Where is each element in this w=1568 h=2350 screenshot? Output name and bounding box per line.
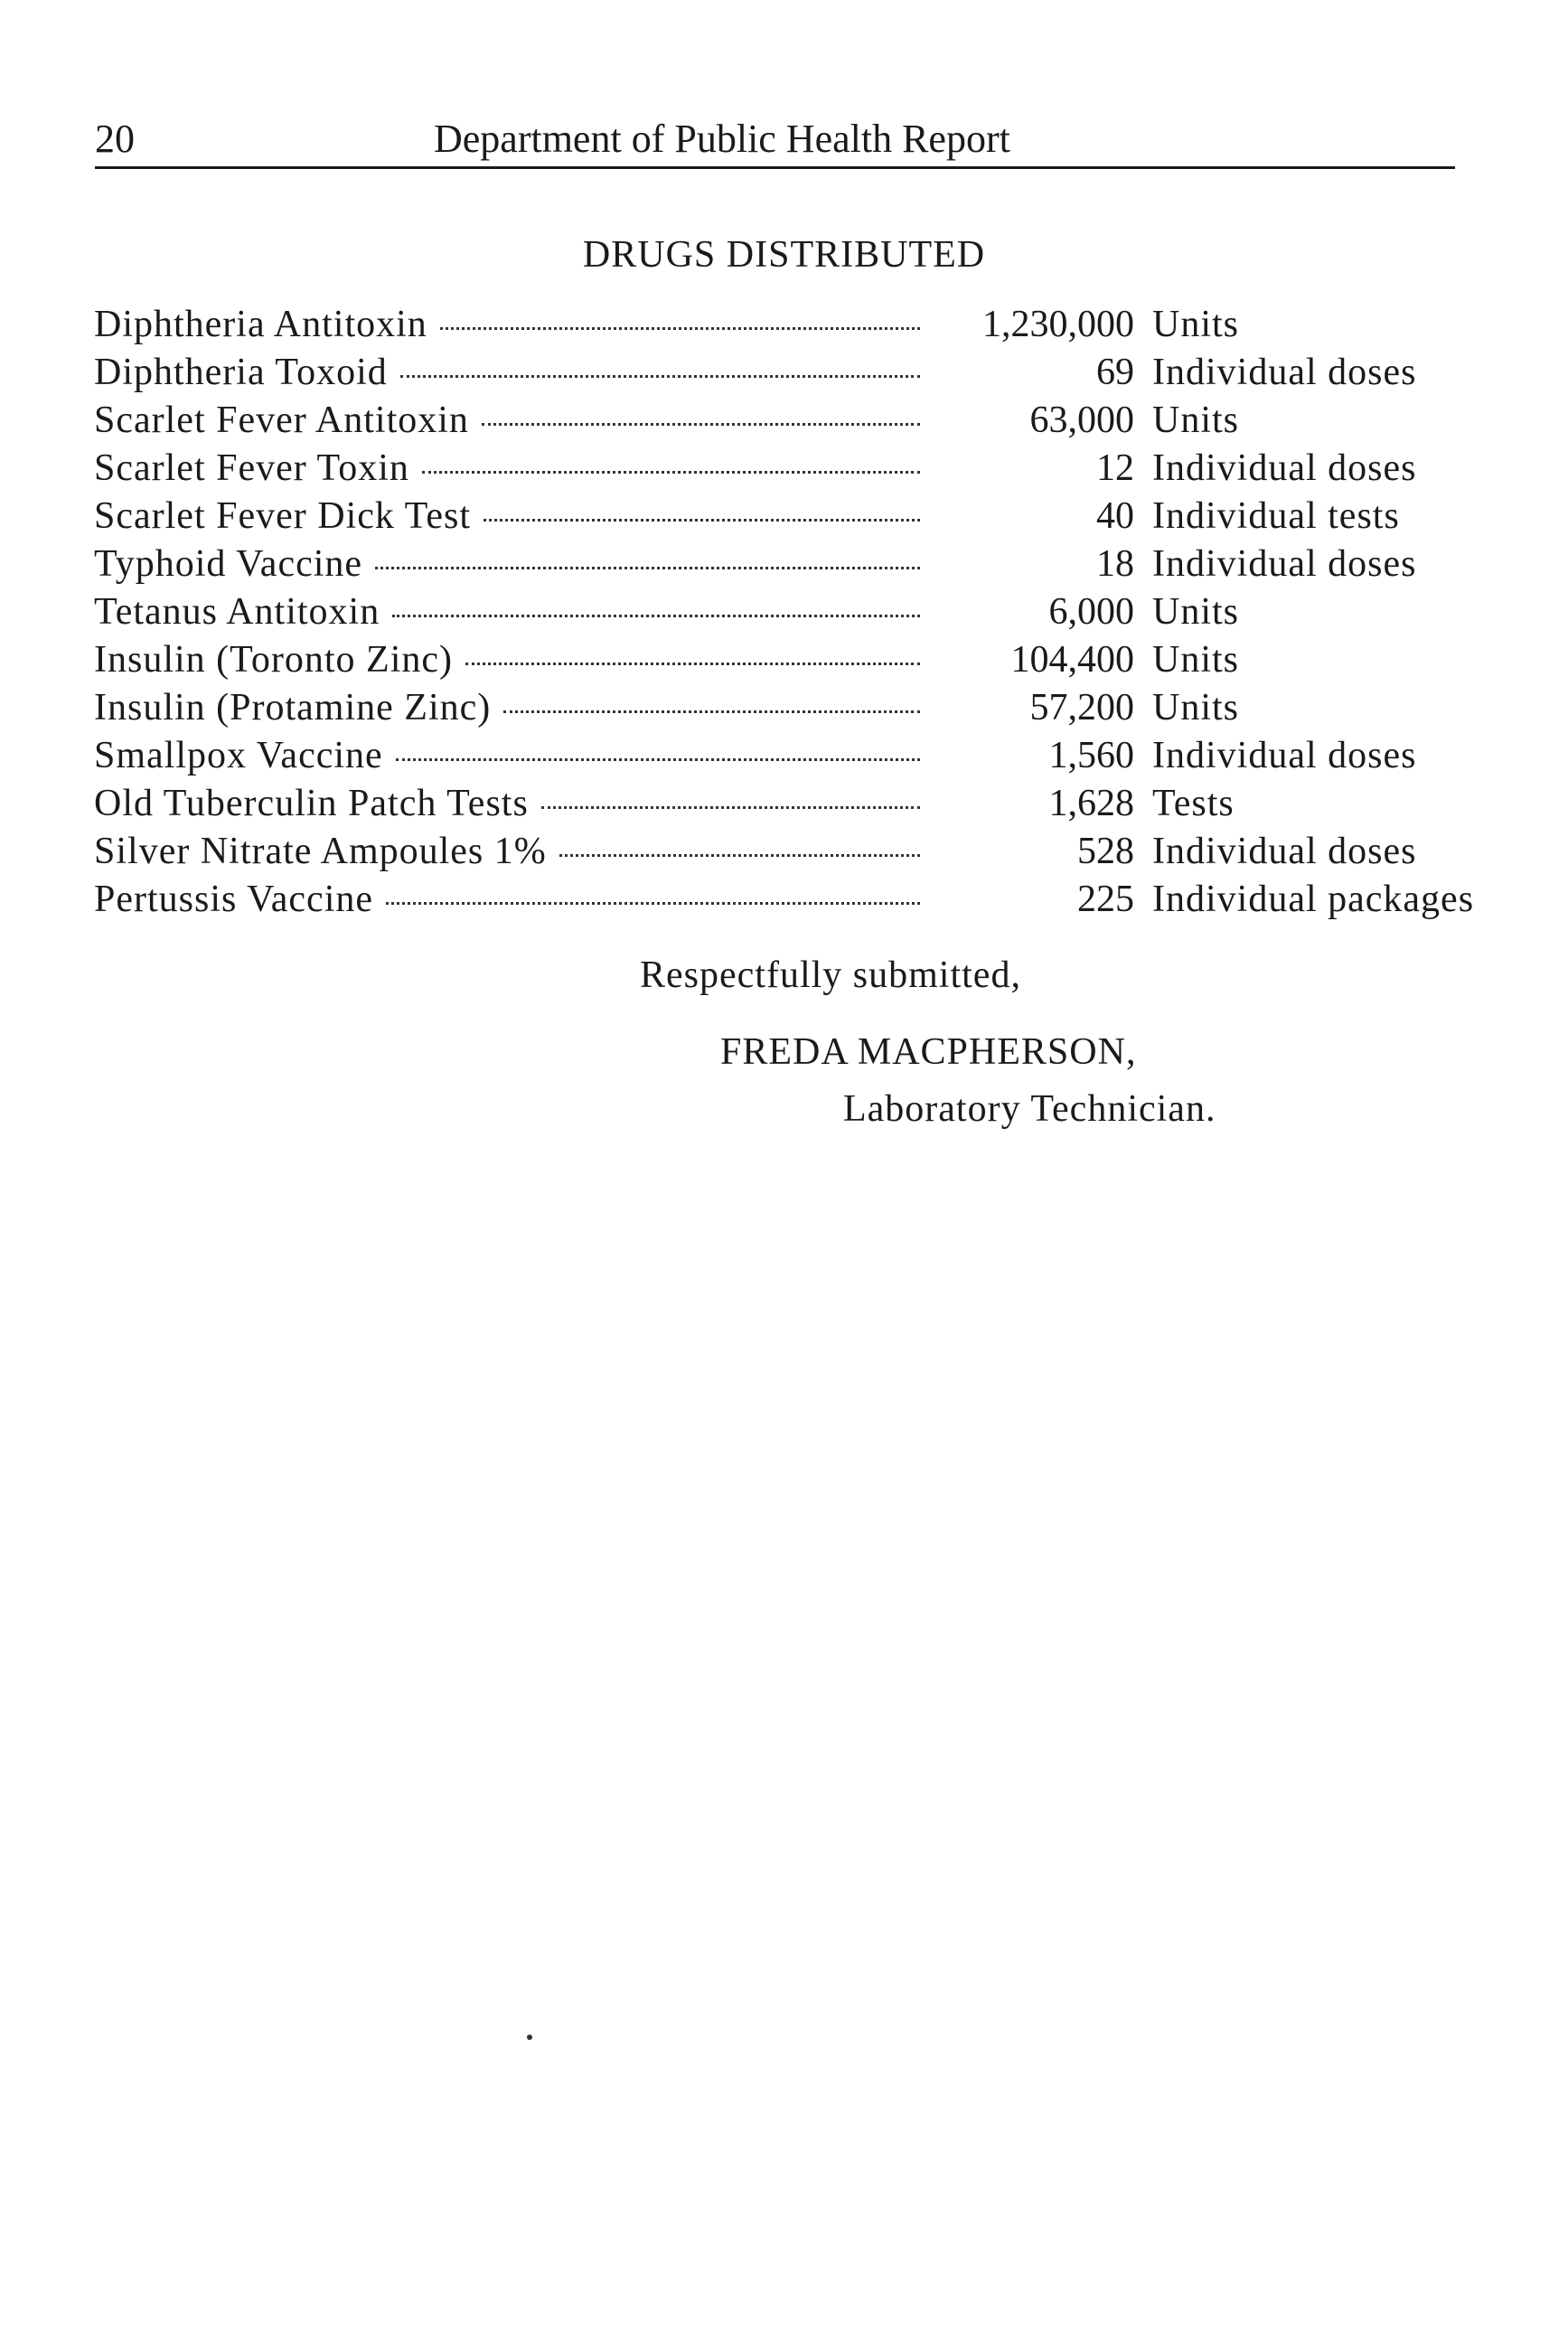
- dot-leader: [559, 854, 920, 857]
- drug-quantity: 225: [1077, 879, 1134, 920]
- dot-leader: [440, 327, 920, 330]
- drug-name-text: Typhoid Vaccine: [94, 543, 363, 585]
- drug-unit: Individual doses: [1152, 831, 1417, 872]
- drug-name-text: Diphtheria Toxoid: [94, 352, 388, 393]
- drug-row: [0, 590, 1568, 638]
- drug-quantity: 63,000: [1029, 400, 1134, 441]
- drug-unit: Tests: [1152, 783, 1235, 824]
- drug-quantity: 1,230,000: [982, 304, 1134, 345]
- drug-name-text: Scarlet Fever Dick Test: [94, 495, 471, 537]
- drug-name: [94, 830, 925, 873]
- dot-leader: [386, 902, 920, 905]
- dot-leader: [484, 519, 920, 522]
- drug-row: [0, 542, 1568, 590]
- drug-name-text: Scarlet Fever Toxin: [94, 447, 409, 489]
- drug-quantity: 57,200: [1029, 687, 1134, 728]
- drug-quantity: 104,400: [1010, 639, 1134, 681]
- signer-name: FREDA MACPHERSON,: [720, 1031, 1137, 1073]
- drug-name: [94, 399, 925, 442]
- drug-name-text: Scarlet Fever Antitoxin: [94, 400, 469, 441]
- drug-row: [0, 303, 1568, 351]
- drug-name-text: Insulin (Toronto Zinc): [94, 639, 453, 681]
- dot-leader: [392, 615, 920, 617]
- dot-leader: [422, 471, 920, 474]
- drug-name: [94, 446, 925, 490]
- drugs-table: [0, 303, 1568, 926]
- drug-quantity: 528: [1077, 831, 1134, 872]
- ink-speck: [527, 2035, 532, 2040]
- drug-unit: Units: [1152, 591, 1240, 633]
- drug-name: [94, 303, 925, 346]
- drug-row: [0, 734, 1568, 782]
- drug-unit: Units: [1152, 639, 1240, 681]
- drug-name-text: Smallpox Vaccine: [94, 735, 383, 776]
- drug-row: [0, 446, 1568, 494]
- drug-unit: Individual doses: [1152, 543, 1417, 585]
- dot-leader: [400, 375, 920, 378]
- dot-leader: [482, 423, 920, 426]
- closing-line: Respectfully submitted,: [640, 954, 1021, 996]
- drug-row: [0, 399, 1568, 446]
- drug-name-text: Insulin (Protamine Zinc): [94, 687, 492, 728]
- drug-unit: Individual doses: [1152, 352, 1417, 393]
- page-number: 20: [95, 117, 135, 161]
- drug-quantity: 69: [1096, 352, 1134, 393]
- drug-quantity: 12: [1096, 447, 1134, 489]
- drug-name: [94, 782, 925, 825]
- drug-row: [0, 494, 1568, 542]
- drug-row: [0, 782, 1568, 830]
- dot-leader: [396, 758, 920, 761]
- running-title: Department of Public Health Report: [434, 117, 1010, 161]
- signer-title: Laboratory Technician.: [843, 1088, 1216, 1130]
- drug-name-text: Silver Nitrate Ampoules 1%: [94, 831, 547, 872]
- drug-row: [0, 878, 1568, 926]
- drug-quantity: 40: [1096, 495, 1134, 537]
- drug-name: [94, 686, 925, 729]
- drug-unit: Units: [1152, 400, 1240, 441]
- drug-unit: Units: [1152, 304, 1240, 345]
- drug-name: [94, 734, 925, 777]
- drug-row: [0, 830, 1568, 878]
- drug-name: [94, 494, 925, 538]
- drug-row: [0, 686, 1568, 734]
- drug-name: [94, 878, 925, 921]
- drug-unit: Units: [1152, 687, 1240, 728]
- drug-name-text: Pertussis Vaccine: [94, 879, 374, 920]
- drug-name: [94, 638, 925, 682]
- drug-unit: Individual doses: [1152, 735, 1417, 776]
- dot-leader: [375, 567, 920, 569]
- drug-name: [94, 351, 925, 394]
- dot-leader: [541, 806, 920, 809]
- drug-row: [0, 638, 1568, 686]
- drug-unit: Individual packages: [1152, 879, 1475, 920]
- drug-quantity: 6,000: [1048, 591, 1134, 633]
- drug-name: [94, 542, 925, 586]
- drug-name: [94, 590, 925, 634]
- dot-leader: [465, 663, 920, 665]
- dot-leader: [503, 710, 920, 713]
- page-header: [95, 116, 1455, 169]
- drug-unit: Individual doses: [1152, 447, 1417, 489]
- drug-name-text: Old Tuberculin Patch Tests: [94, 783, 529, 824]
- drug-quantity: 18: [1096, 543, 1134, 585]
- drug-quantity: 1,560: [1048, 735, 1134, 776]
- drug-name-text: Tetanus Antitoxin: [94, 591, 380, 633]
- drug-unit: Individual tests: [1152, 495, 1400, 537]
- section-title: DRUGS DISTRIBUTED: [582, 234, 986, 276]
- drug-quantity: 1,628: [1048, 783, 1134, 824]
- drug-name-text: Diphtheria Antitoxin: [94, 304, 427, 345]
- drug-row: [0, 351, 1568, 399]
